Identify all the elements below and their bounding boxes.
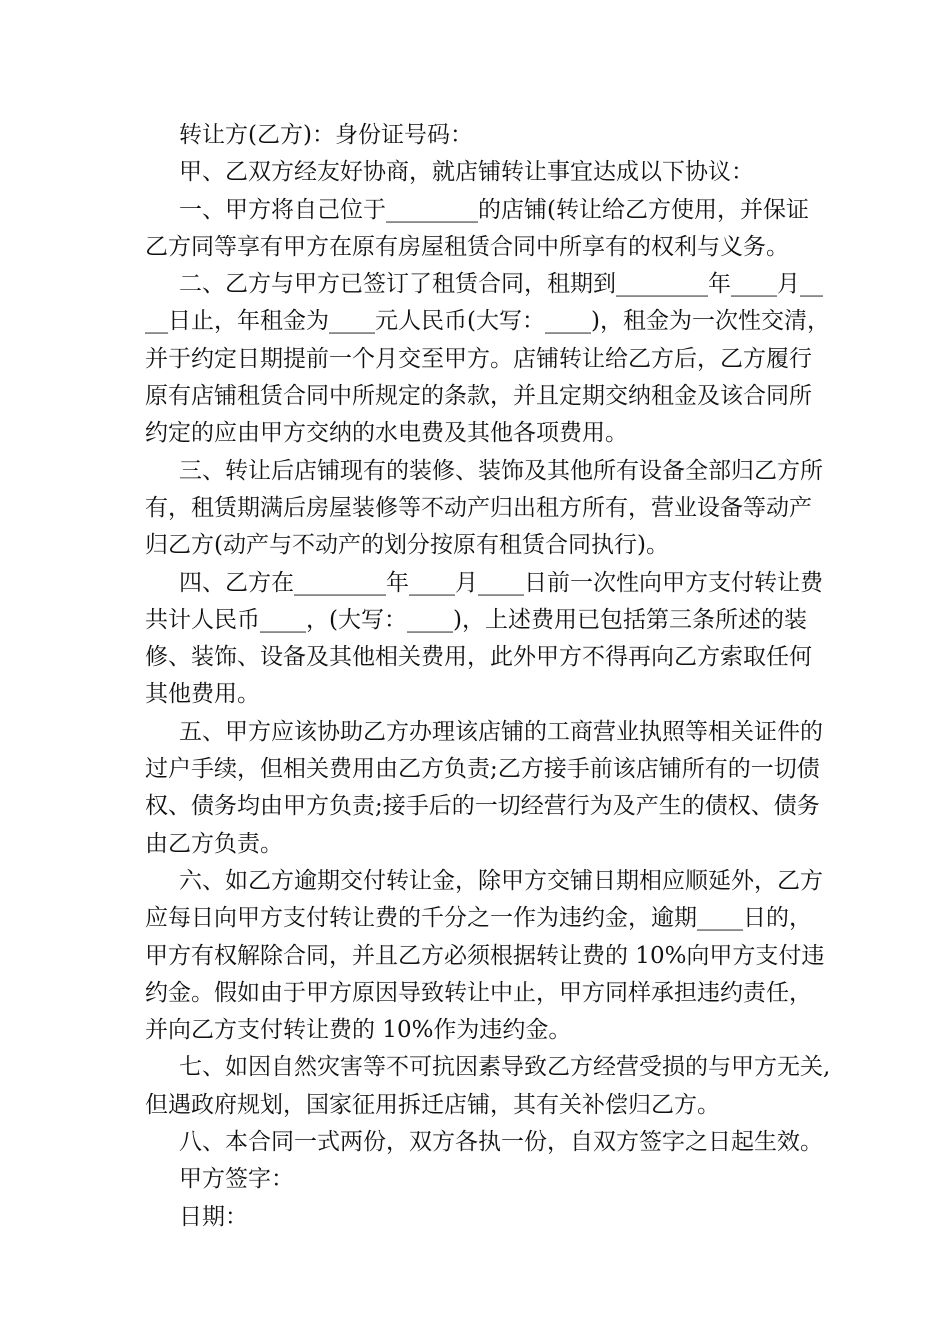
text-line: 权、债务均由甲方负责;接手后的一切经营行为及产生的债权、债务 [145,793,820,820]
text-line: 乙方同等享有甲方在原有房屋租赁合同中所享有的权利与义务。 [145,233,789,260]
text-line: 修、装饰、设备及其他相关费用，此外甲方不得再向乙方索取任何 [145,644,812,671]
text-line: 一、甲方将自己位于________的店铺(转让给乙方使用，并保证 [179,196,809,223]
signature-label: 甲方签字： [179,1166,294,1193]
text-line: 七、如因自然灾害等不可抗因素导致乙方经营受损的与甲方无关, [179,1054,831,1081]
text-line: 由乙方负责。 [145,830,283,857]
text-line: 共计人民币____，(大写：____)，上述费用已包括第三条所述的装 [145,606,807,633]
text-line: 过户手续，但相关费用由乙方负责;乙方接手前该店铺所有的一切债 [145,756,820,783]
contract-body [145,117,831,1236]
text-line: 甲方有权解除合同，并且乙方必须根据转让费的 10%向甲方支付违 [145,942,825,969]
date-label: 日期： [179,1203,248,1230]
text-line: 转让方(乙方)：身份证号码： [179,122,473,148]
text-line: 归乙方(动产与不动产的划分按原有租赁合同执行)。 [145,532,669,559]
text-line: 原有店铺租赁合同中所规定的条款，并且定期交纳租金及该合同所 [145,383,812,410]
text-line: 三、转让后店铺现有的装修、装饰及其他所有设备全部归乙方所 [179,457,823,484]
text-line: 应每日向甲方支付转让费的千分之一作为违约金，逾期____日的， [145,905,812,932]
text-line: 四、乙方在________年____月____日前一次性向甲方支付转让费 [179,569,823,596]
text-line: 二、乙方与甲方已签订了租赁合同，租期到________年____月__ [179,271,823,298]
text-line: 其他费用。 [145,681,260,708]
text-line: 五、甲方应该协助乙方办理该店铺的工商营业执照等相关证件的 [179,718,823,745]
text-line: 甲、乙双方经友好协商，就店铺转让事宜达成以下协议： [179,159,754,186]
text-line: 有，租赁期满后房屋装修等不动产归出租方所有，营业设备等动产 [145,494,812,521]
text-line: 八、本合同一式两份，双方各执一份，自双方签字之日起生效。 [179,1129,823,1156]
text-line: 并于约定日期提前一个月交至甲方。店铺转让给乙方后，乙方履行 [145,345,812,372]
text-line: 并向乙方支付转让费的 10%作为违约金。 [145,1017,572,1044]
text-line: 约金。假如由于甲方原因导致转让中止，甲方同样承担违约责任， [145,979,812,1006]
text-line: 六、如乙方逾期交付转让金，除甲方交铺日期相应顺延外，乙方 [179,867,823,894]
text-line: 约定的应由甲方交纳的水电费及其他各项费用。 [145,420,628,447]
text-line: __日止，年租金为____元人民币(大写：____)，租金为一次性交清， [145,308,830,335]
text-line: 但遇政府规划，国家征用拆迁店铺，其有关补偿归乙方。 [145,1091,720,1118]
